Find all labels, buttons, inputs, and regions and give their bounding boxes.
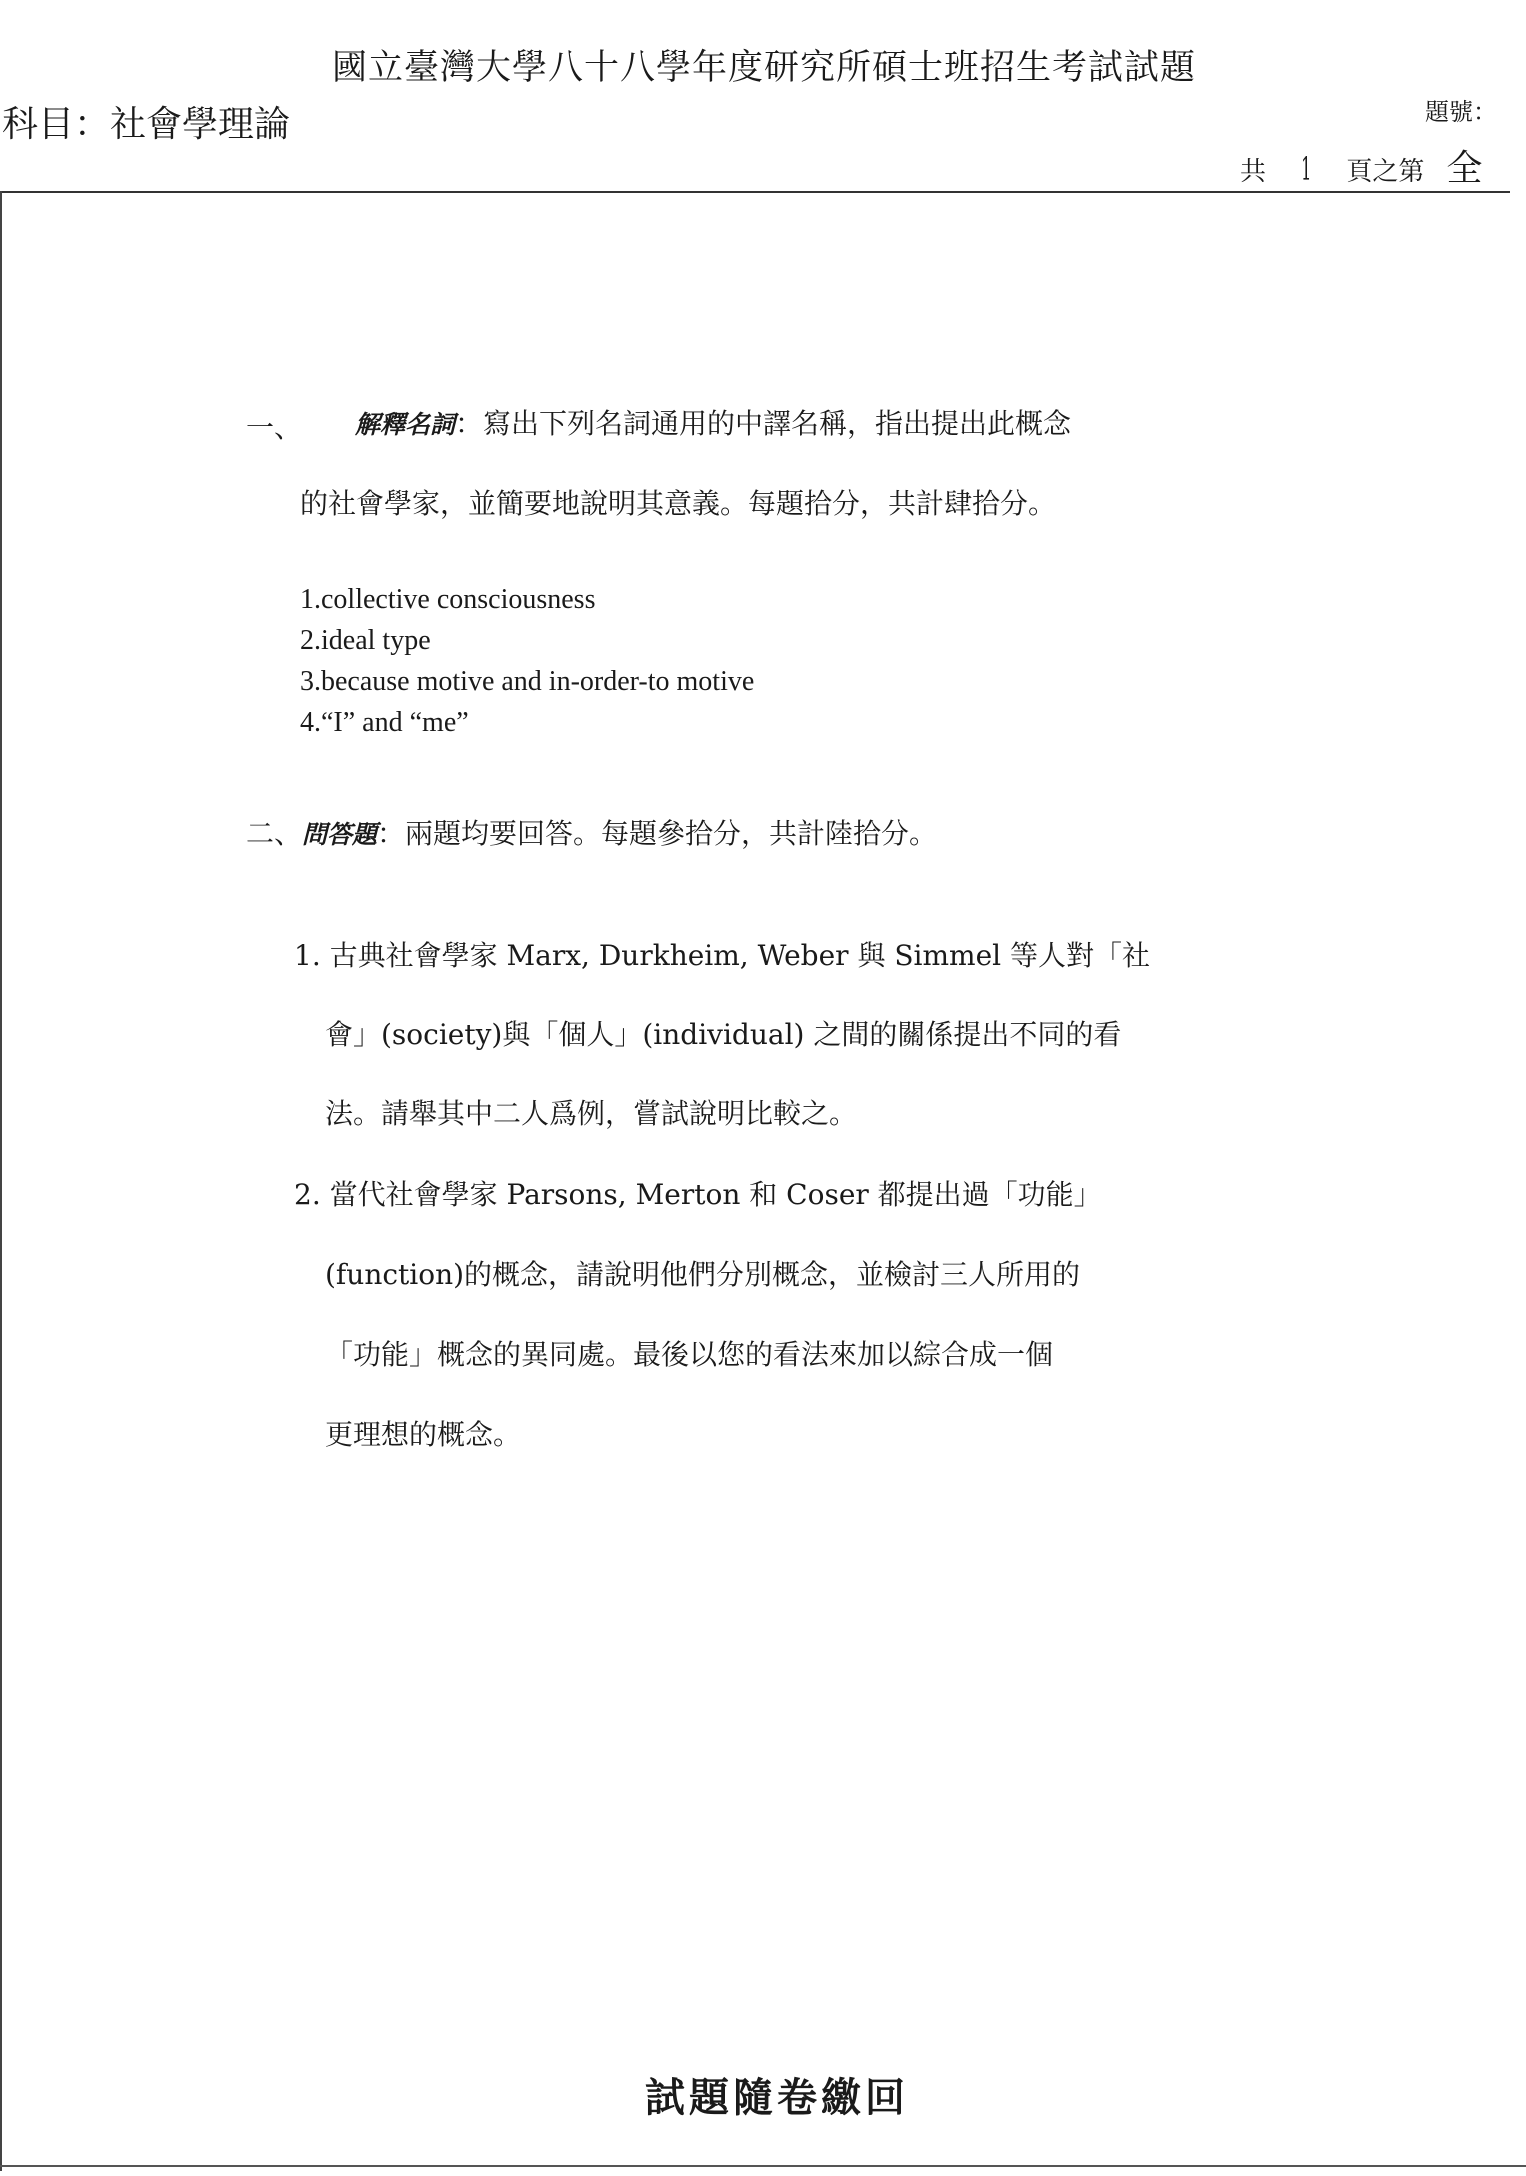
exam-title: 國立臺灣大學八十八學年度研究所碩士班招生考試試題	[332, 48, 1197, 88]
page-info	[1240, 140, 1482, 191]
footer-return-notice: 試題隨卷繳回	[645, 2074, 909, 2121]
question1-line: 1. 古典社會學家 Marx, Durkheim, Weber 與 Simmel 等人對「社	[294, 939, 1151, 972]
question2-line: (function)的概念，請說明他們分別概念，並檢討三人所用的	[325, 1258, 1081, 1291]
footer-divider	[0, 2165, 1526, 2167]
page-total: 1	[1301, 150, 1312, 188]
term-item: 3.because motive and in-order-to motive	[300, 666, 755, 697]
page-mid: 頁之第	[1346, 157, 1425, 187]
frame-left-border	[0, 191, 2, 2171]
section2-heading	[246, 812, 937, 852]
section1-instructions-line2: 的社會學家，並簡要地說明其意義。每題拾分，共計肆拾分。	[300, 487, 1057, 520]
term-item: 1.collective consciousness	[300, 584, 596, 615]
question2-line: 2. 當代社會學家 Parsons, Merton 和 Coser 都提出過「功能」	[294, 1178, 1102, 1211]
section2-instructions: ：兩題均要回答。每題參拾分，共計陸拾分。	[377, 817, 938, 850]
question1-line: 會」(society)與「個人」(individual) 之間的關係提出不同的看	[325, 1018, 1122, 1051]
page-current: 全	[1446, 148, 1483, 189]
section1-number: 一、	[246, 411, 303, 444]
section1-heading	[355, 402, 1071, 442]
header-divider	[0, 191, 1510, 193]
subject-label: 科目：社會學理論	[2, 104, 291, 145]
question-number-label: 題號：	[1425, 98, 1497, 126]
page-prefix: 共	[1240, 157, 1267, 187]
section1-instructions-line1: ：寫出下列名詞通用的中譯名稱，指出提出此概念	[455, 407, 1072, 440]
term-item: 2.ideal type	[300, 625, 431, 656]
question1-line: 法。請舉其中二人爲例，嘗試說明比較之。	[325, 1097, 858, 1130]
section1-label: 解釋名詞	[355, 410, 456, 439]
section2-number: 二、	[246, 817, 303, 850]
section2-label: 問答題	[302, 820, 378, 849]
term-item: 4.“I” and “me”	[300, 707, 469, 738]
question2-line: 更理想的概念。	[325, 1418, 522, 1451]
question2-line: 「功能」概念的異同處。最後以您的看法來加以綜合成一個	[325, 1338, 1054, 1371]
